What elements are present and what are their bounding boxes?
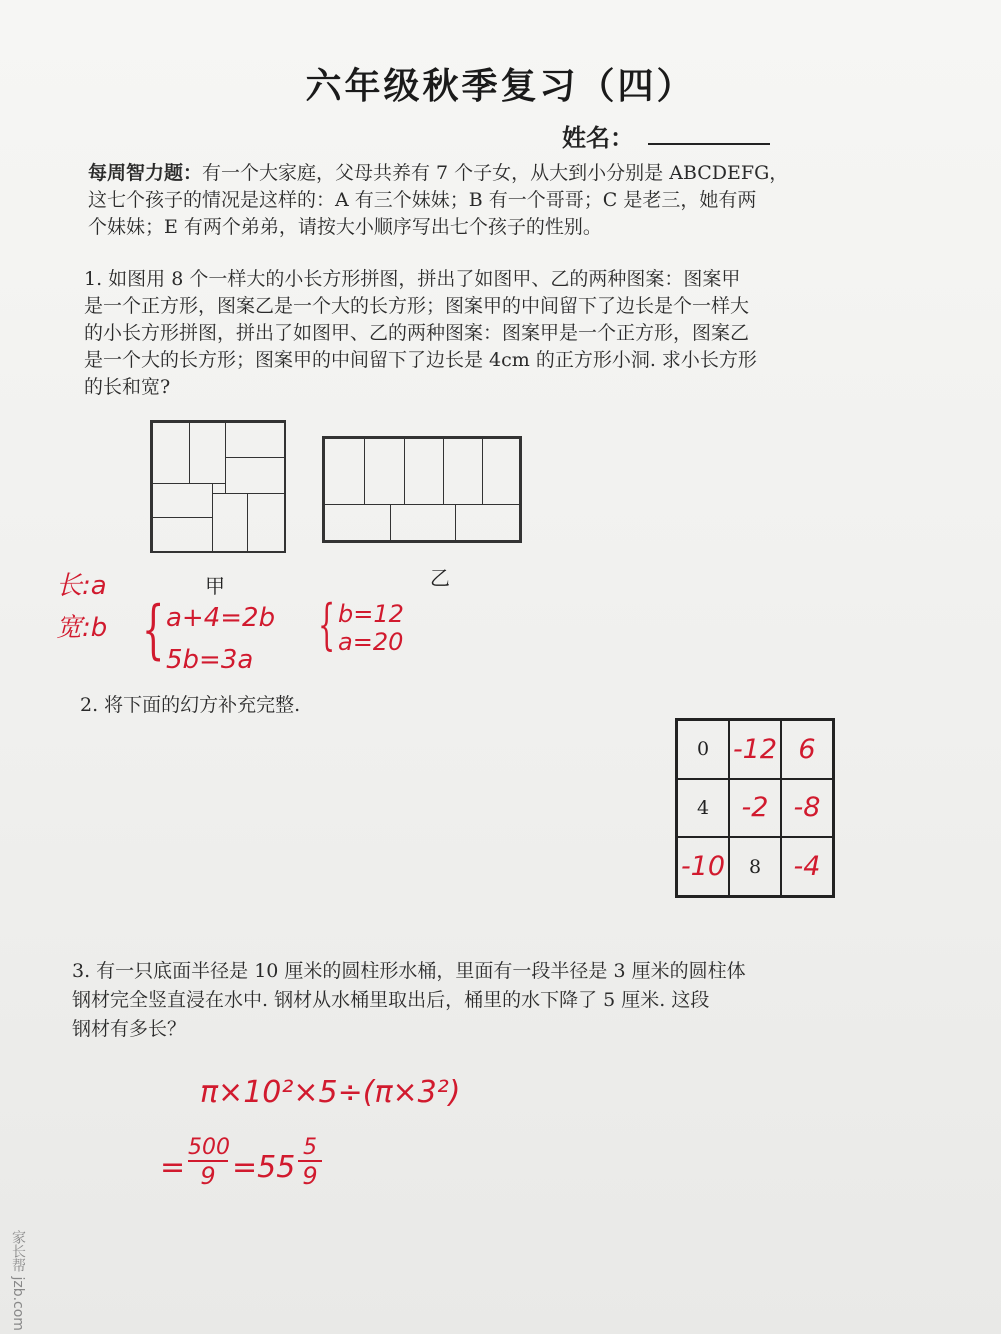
question-2: 2. 将下面的幻方补充完整. xyxy=(80,694,301,716)
figure-b-label: 乙 xyxy=(430,566,450,590)
q1-line-2: 是一个正方形，图案乙是一个大的长方形；图案甲的中间留下了边长是个一样大 xyxy=(84,295,750,317)
q1-line-5: 的长和宽? xyxy=(84,376,171,398)
figure-a-rect xyxy=(152,483,213,518)
magic-cell-answer: 6 xyxy=(781,720,833,779)
figure-b-rect xyxy=(404,438,444,505)
question-1 xyxy=(84,266,954,401)
puzzle-line-3: 个妹妹；E 有两个弟弟，请按大小顺序写出七个孩子的性别。 xyxy=(88,216,602,238)
watermark-logo: 家长帮 jzb.com xyxy=(10,1230,26,1331)
puzzle-label: 每周智力题： xyxy=(88,162,203,184)
figure-b-rect xyxy=(390,504,456,541)
question-3 xyxy=(72,957,952,1044)
figure-a-rect xyxy=(212,493,248,553)
figure-b-rect xyxy=(324,504,391,541)
mixed-denominator: 9 xyxy=(302,1162,318,1190)
figure-b-rect xyxy=(482,438,520,505)
handwritten-result: =55 xyxy=(232,1150,296,1185)
magic-cell-answer: -12 xyxy=(729,720,781,779)
weekly-puzzle xyxy=(88,160,948,241)
figure-a-rect xyxy=(225,422,286,458)
q1-line-3: 的小长方形拼图，拼出了如图甲、乙的两种图案：图案甲是一个正方形，图案乙 xyxy=(84,322,750,344)
handwritten-equation-1: a+4=2b xyxy=(166,603,276,633)
figure-a-rect xyxy=(225,457,286,494)
figure-b-rect xyxy=(455,504,520,541)
magic-cell: 8 xyxy=(729,837,781,896)
puzzle-line-2: 这七个孩子的情况是这样的：A 有三个妹妹；B 有一个哥哥；C 是老三，她有两 xyxy=(88,189,757,211)
q3-line-3: 钢材有多长？ xyxy=(72,1018,187,1040)
magic-square xyxy=(675,718,835,898)
figure-a-square xyxy=(150,420,286,553)
page-title: 六年级秋季复习（四） xyxy=(305,65,696,107)
handwritten-width: 宽:b xyxy=(56,613,108,643)
name-blank-line xyxy=(648,143,770,145)
magic-cell: 0 xyxy=(677,720,729,779)
handwritten-fraction xyxy=(188,1136,228,1190)
q1-line-4: 是一个大的长方形；图案甲的中间留下了边长是 4cm 的正方形小洞. 求小长方形 xyxy=(84,349,757,371)
magic-cell-answer: -2 xyxy=(729,779,781,838)
figure-b-rect xyxy=(364,438,405,505)
handwritten-equation-2: 5b=3a xyxy=(166,645,254,675)
puzzle-line-1: 每周智力题：有一个大家庭，父母共养有 7 个子女，从大到小分别是 ABCDEFG， xyxy=(88,162,789,184)
q1-line-1: 1. 如图用 8 个一样大的小长方形拼图，拼出了如图甲、乙的两种图案：图案甲 xyxy=(84,268,741,290)
fraction-numerator: 500 xyxy=(188,1135,230,1160)
mixed-numerator: 5 xyxy=(298,1136,322,1162)
figure-b-rectangle xyxy=(322,436,522,543)
handwritten-mixed-fraction xyxy=(298,1136,322,1190)
brace-icon: { xyxy=(318,593,336,656)
figure-a-label: 甲 xyxy=(205,574,225,598)
figure-b-rect xyxy=(443,438,483,505)
magic-cell-answer: -10 xyxy=(677,837,729,896)
handwritten-length: 长:a xyxy=(56,571,107,601)
handwritten-solution-b: b=12 xyxy=(338,600,404,628)
magic-cell: 4 xyxy=(677,779,729,838)
name-label: 姓名： xyxy=(562,123,634,152)
handwritten-formula: π×10²×5÷(π×3²) xyxy=(200,1075,461,1110)
figure-a-rect xyxy=(152,517,213,553)
q3-line-1: 3. 有一只底面半径是 10 厘米的圆柱形水桶，里面有一段半径是 3 厘米的圆柱体 xyxy=(72,960,746,982)
fraction-denominator: 9 xyxy=(200,1162,216,1190)
figure-a-rect xyxy=(152,422,190,484)
handwritten-solution-a: a=20 xyxy=(338,628,404,656)
q3-line-2: 钢材完全竖直浸在水中. 钢材从水桶里取出后，桶里的水下降了 5 厘米. 这段 xyxy=(72,989,710,1011)
figure-a-rect xyxy=(189,422,226,484)
figure-a-rect xyxy=(247,493,286,553)
magic-cell-answer: -4 xyxy=(781,837,833,896)
handwritten-equals: = xyxy=(160,1150,186,1185)
figure-b-rect xyxy=(324,438,365,505)
brace-icon: { xyxy=(142,593,165,667)
magic-cell-answer: -8 xyxy=(781,779,833,838)
